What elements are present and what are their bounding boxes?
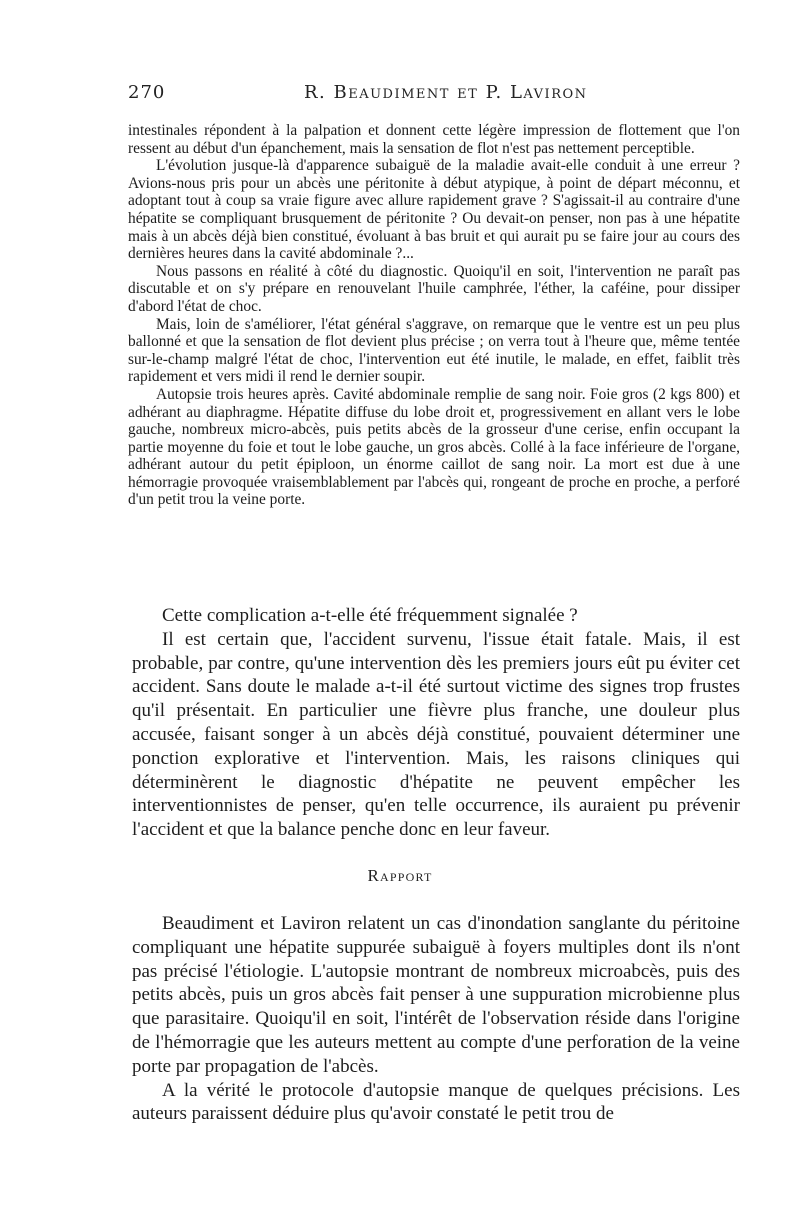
discussion-text bbox=[132, 604, 740, 842]
paragraph: intestinales répondent à la palpation et donnent cette légère impression de flottement que l'on ressent au début d'un épanchement, mais la sensation de flot n'est pas nettement perceptible. bbox=[128, 122, 740, 157]
running-head: R. Beaudiment et P. Laviron bbox=[304, 82, 588, 103]
section-title: Rapport bbox=[367, 866, 433, 885]
paragraph: Il est certain que, l'accident survenu, l'issue était fatale. Mais, il est probable, par contre, qu'une intervention dès les premiers jours eût pu éviter cet accident. Sans doute le malade a-t-il été surtout victime des signes trop frustes qu'il présentait. En particulier une fièvre plus franche, une douleur plus accusée, faisant songer à un abcès déjà constitué, pouvaient déterminer une ponction explorative et l'intervention. Mais, les raisons cliniques qui déterminèrent le diagnostic d'hépatite ne peuvent empêcher les interventionnistes de penser, qu'en telle occurrence, ils auraient pu prévenir l'accident et que la balance penche donc en leur faveur. bbox=[132, 628, 740, 841]
paragraph: Beaudiment et Laviron relatent un cas d'inondation sanglante du péritoine compliquant une hépatite suppurée subaiguë à foyers multiples dont ils n'ont pas précisé l'étiologie. L'autopsie montrant de nombreux microabcès, puis des petits abcès, puis un gros abcès fait penser à une suppuration microbienne plus que parasitaire. Quoiqu'il en soit, l'intérêt de l'observation réside dans l'origine de l'hémorragie que les auteurs mettent au compte d'une perforation de la veine porte par propagation de l'abcès. bbox=[132, 913, 740, 1077]
page-header bbox=[128, 82, 740, 110]
paragraph: Nous passons en réalité à côté du diagnostic. Quoiqu'il en soit, l'intervention ne paraît pas discutable et on s'y prépare en renouvelant l'huile camphrée, l'éther, la caféine, pour dissiper d'abord l'état de choc. bbox=[128, 262, 740, 315]
paragraph: Mais, loin de s'améliorer, l'état général s'aggrave, on remarque que le ventre est un peu plus ballonné et que la sensation de flot devient plus précise ; on verra tout à l'heure que, même tentée sur-le-champ malgré l'état de choc, l'intervention eut été inutile, le malade, en effet, faiblit très rapidement et vers midi il rend le dernier soupir. bbox=[128, 315, 740, 386]
paragraph: Cette complication a-t-elle été fréquemment signalée ? bbox=[162, 605, 578, 626]
paragraph: A la vérité le protocole d'autopsie manque de quelques précisions. Les auteurs paraissent déduire plus qu'avoir constaté le petit trou de bbox=[132, 1079, 740, 1125]
paragraph: Autopsie trois heures après. Cavité abdominale remplie de sang noir. Foie gros (2 kgs 800) et adhérant au diaphragme. Hépatite diffuse du lobe droit et, progressivement en allant vers le lobe gauche, nombreux micro-abcès, puis petits abcès de la grosseur d'une cerise, enfin occupant la partie moyenne du foie et tout le lobe gauche, un gros abcès. Collé à la face inférieure de l'organe, adhérant autour du petit épiploon, un énorme caillot de sang noir. La mort est due à une hémorragie provoquée vraisemblablement par l'abcès qui, rongeant de proche en proche, a perforé d'un petit trou la veine porte. bbox=[128, 385, 740, 509]
paragraph: L'évolution jusque-là d'apparence subaiguë de la maladie avait-elle conduit à une erreur ? Avions-nous pris pour un abcès une péritonite à début atypique, à point de départ méconnu, et adoptant tout à coup sa vraie figure avec allure rapidement grave ? S'agissait-il au contraire d'une hépatite se compliquant brusquement de péritonite ? Ou devait-on penser, non pas à une hépatite mais à un abcès déjà bien constitué, évoluant à bas bruit et qui aurait pu se faire jour au cours des dernières heures dans la cavité abdominale ?... bbox=[128, 157, 740, 263]
case-report-text bbox=[128, 122, 740, 509]
page-number: 270 bbox=[128, 82, 166, 103]
rapport-text bbox=[132, 912, 740, 1126]
